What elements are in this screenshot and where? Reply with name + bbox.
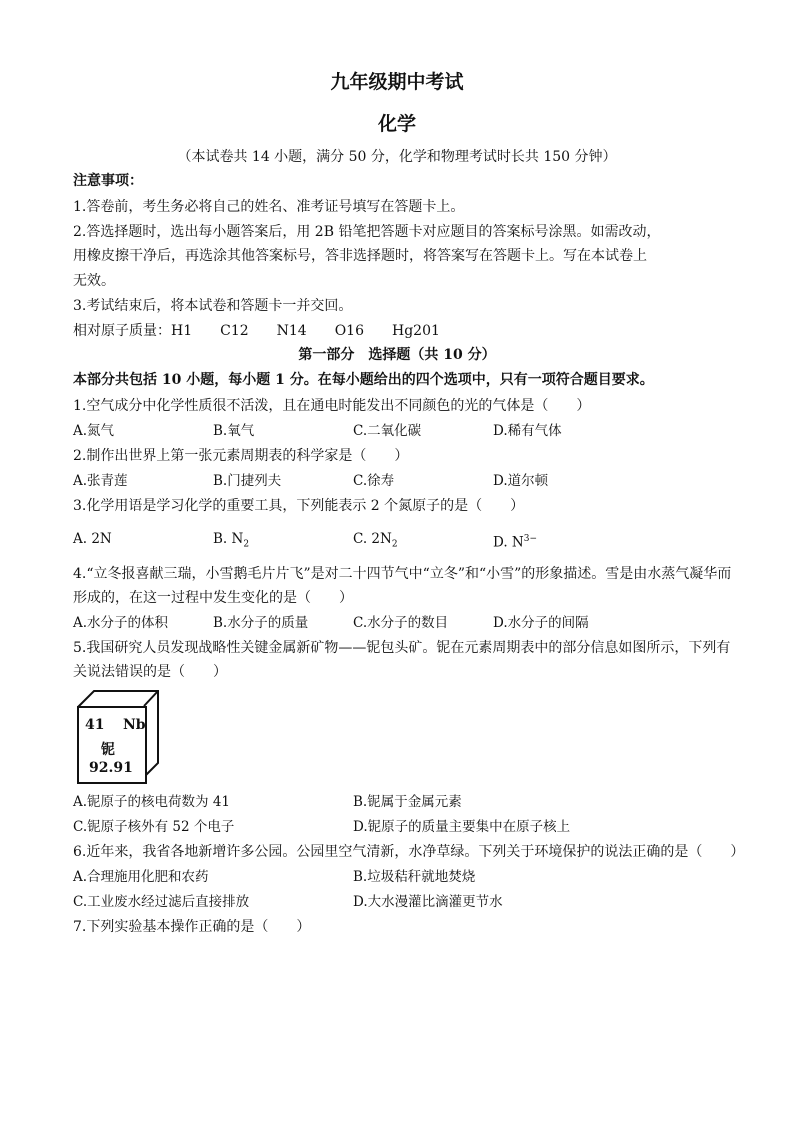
part1-instruction: 本部分共包括 10 小题，每小题 1 分。在每小题给出的四个选项中，只有一项符合题目要求。 [73,372,654,388]
notice-heading: 注意事项： [73,173,143,189]
element-atomic-number: 41 [85,717,105,733]
notice-item-1: 1.答卷前，考生务必将自己的姓名、准考证号填写在答题卡上。 [73,199,465,215]
part1-heading: 第一部分 选择题（共 10 分） [298,347,496,363]
q3-option-d [493,529,537,553]
q3-option-b-main: B. N [213,531,244,547]
q5-option-d: D.铌原子的质量主要集中在原子核上 [353,819,571,835]
q2-stem: 2.制作出世界上第一张元素周期表的科学家是（ ） [73,448,409,464]
q2-option-d: D.道尔顿 [493,473,549,489]
q3-option-b [213,529,249,555]
q5-stem-line-1: 5.我国研究人员发现战略性关键金属新矿物——铌包头矿。铌在元素周期表中的部分信息如图所示，下列有 [73,640,731,656]
q3-option-b-sub: 2 [243,539,250,550]
q3-option-d-main: D. N [493,534,524,551]
q3-option-c [353,529,398,555]
element-symbol: Nb [123,717,146,733]
q3-stem: 3.化学用语是学习化学的重要工具，下列能表示 2 个氮原子的是（ ） [73,498,525,514]
q5-option-c: C.铌原子核外有 52 个电子 [73,819,235,835]
q4-option-b: B.水分子的质量 [213,615,309,631]
q3-option-c-main: C. 2N [353,531,392,547]
notice-item-2-line-2: 用橡皮擦干净后，再选涂其他答案标号，答非选择题时，将答案写在答题卡上。写在本试卷上 [73,248,647,264]
element-cell-niobium [77,706,147,784]
q6-stem: 6.近年来，我省各地新增许多公园。公园里空气清新，水净草绿。下列关于环境保护的说法正确的是（ ） [73,844,745,860]
q3-option-d-sup: 3− [523,534,538,544]
q7-stem: 7.下列实验基本操作正确的是（ ） [73,919,311,935]
q1-option-c: C.二氧化碳 [353,423,422,439]
q1-option-a: A.氮气 [73,423,115,439]
q6-option-a: A.合理施用化肥和农药 [73,869,209,885]
q5-stem-line-2: 关说法错误的是（ ） [73,664,227,680]
element-name: 铌 [101,742,115,758]
q6-option-d: D.大水漫灌比滴灌更节水 [353,894,503,910]
notice-item-2-line-3: 无效。 [73,273,115,289]
q1-stem: 1.空气成分中化学性质很不活泼，且在通电时能发出不同颜色的光的气体是（ ） [73,398,591,414]
q2-option-a: A.张青莲 [73,473,128,489]
q2-option-b: B.门捷列夫 [213,473,282,489]
q5-option-a: A.铌原子的核电荷数为 41 [73,794,231,810]
subject-title: 化学 [377,113,416,135]
notice-item-3: 3.考试结束后，将本试卷和答题卡一并交回。 [73,298,353,314]
q5-option-b: B.铌属于金属元素 [353,794,462,810]
exam-title: 九年级期中考试 [330,71,464,93]
q3-option-c-sub: 2 [391,539,398,550]
q4-option-d: D.水分子的间隔 [493,615,589,631]
exam-info: （本试卷共 14 小题，满分 50 分，化学和物理考试时长共 150 分钟） [177,149,617,165]
q4-option-c: C.水分子的数目 [353,615,449,631]
q4-stem-line-2: 形成的，在这一过程中发生变化的是（ ） [73,590,353,606]
q1-option-b: B.氧气 [213,423,255,439]
q6-option-c: C.工业废水经过滤后直接排放 [73,894,250,910]
atomic-mass-line: 相对原子质量：H1 C12 N14 O16 Hg201 [73,323,440,339]
q4-option-a: A.水分子的体积 [73,615,169,631]
q2-option-c: C.徐寿 [353,473,395,489]
q6-option-b: B.垃圾秸秆就地焚烧 [353,869,476,885]
q4-stem-line-1: 4.“立冬报喜献三瑞，小雪鹅毛片片飞”是对二十四节气中“立冬”和“小雪”的形象描述。雪是由水蒸气凝华而 [73,566,732,582]
element-atomic-mass: 92.91 [89,760,133,776]
q1-option-d: D.稀有气体 [493,423,562,439]
notice-item-2-line-1: 2.答选择题时，选出每小题答案后，用 2B 铅笔把答题卡对应题目的答案标号涂黑。如需改动， [73,224,661,240]
q3-option-a: A. 2N [73,531,112,547]
